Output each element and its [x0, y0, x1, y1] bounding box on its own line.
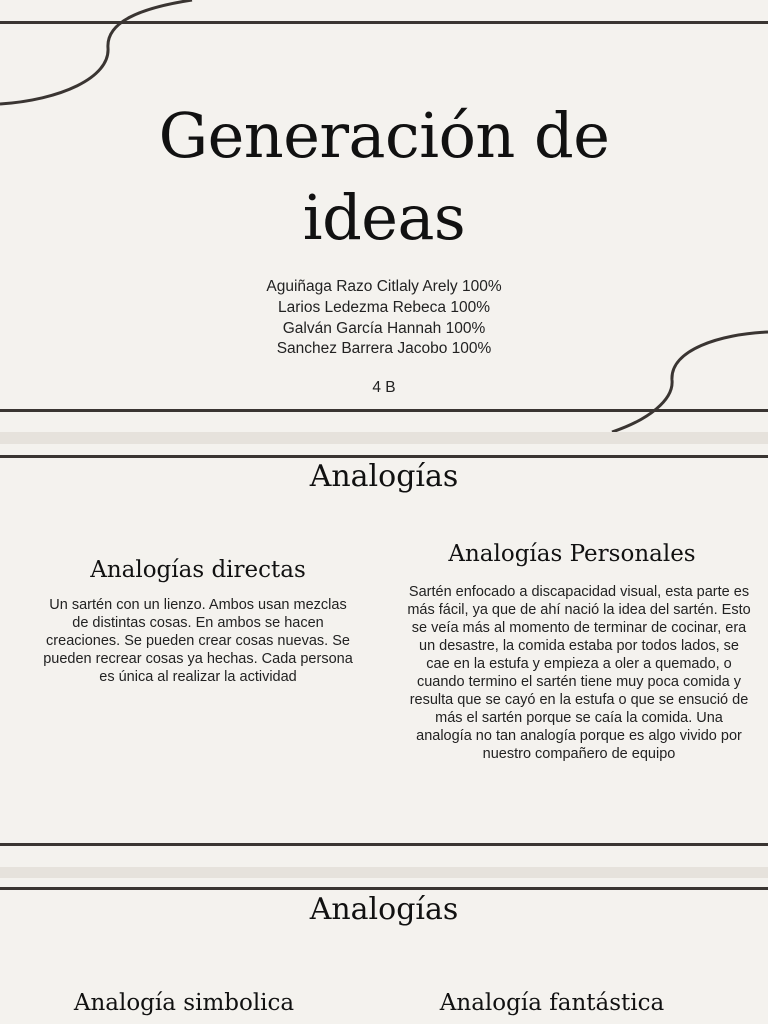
- direct-analogies-text: Un sartén con un lienzo. Ambos usan mezclas de distintas cosas. En ambos se hacen creaciones. Se pueden crear cosas nuevas. Se pueden recrear cosas ya hechas. Cada persona es única al realizar la actividad: [43, 597, 353, 685]
- section-title: Analogías: [309, 892, 459, 927]
- bottom-rule: [0, 409, 768, 412]
- analogies-slide-1: [0, 444, 768, 867]
- bottom-rule: [0, 843, 768, 846]
- personal-analogies-text: Sartén enfocado a discapacidad visual, esta parte es más fácil, ya que de ahí nació la idea del sartén. Esto se veía más al momento de terminar de cocinar, era un desastre, la comida estaba por todos lados, se cae en la estufa y empieza a oler a quemado, o cuando termino el sartén tiene muy poca comida y resulta que se cayó en la estufa o que se ensució de más el sartén porque se caía la comida. Una analogía no tan analogía porque es algo vivido por nuestro compañero de equipo: [407, 584, 751, 762]
- title-line-2: ideas: [302, 181, 466, 254]
- author-item: Larios Ledezma Rebeca 100%: [278, 298, 490, 316]
- section-title: Analogías: [309, 459, 459, 494]
- top-rule: [0, 887, 768, 890]
- author-item: Aguiñaga Razo Citlaly Arely 100%: [266, 278, 502, 295]
- top-rule: [0, 455, 768, 458]
- group-label: 4 B: [372, 379, 396, 396]
- title-line-1: Generación de: [158, 99, 610, 172]
- top-rule: [0, 21, 768, 24]
- presentation-title: [0, 95, 768, 259]
- author-item: Galván García Hannah 100%: [282, 319, 486, 337]
- author-item: Sanchez Barrera Jacobo 100%: [276, 340, 492, 358]
- analogies-slide-2: [0, 878, 768, 1024]
- direct-analogies-heading: Analogías directas: [90, 557, 306, 583]
- symbolic-analogy-heading: Analogía simbolica: [73, 990, 295, 1016]
- fantastic-analogy-heading: Analogía fantástica: [439, 990, 665, 1016]
- author-list: [0, 277, 768, 360]
- personal-analogies-heading: Analogías Personales: [448, 541, 696, 567]
- cover-slide: [0, 0, 768, 432]
